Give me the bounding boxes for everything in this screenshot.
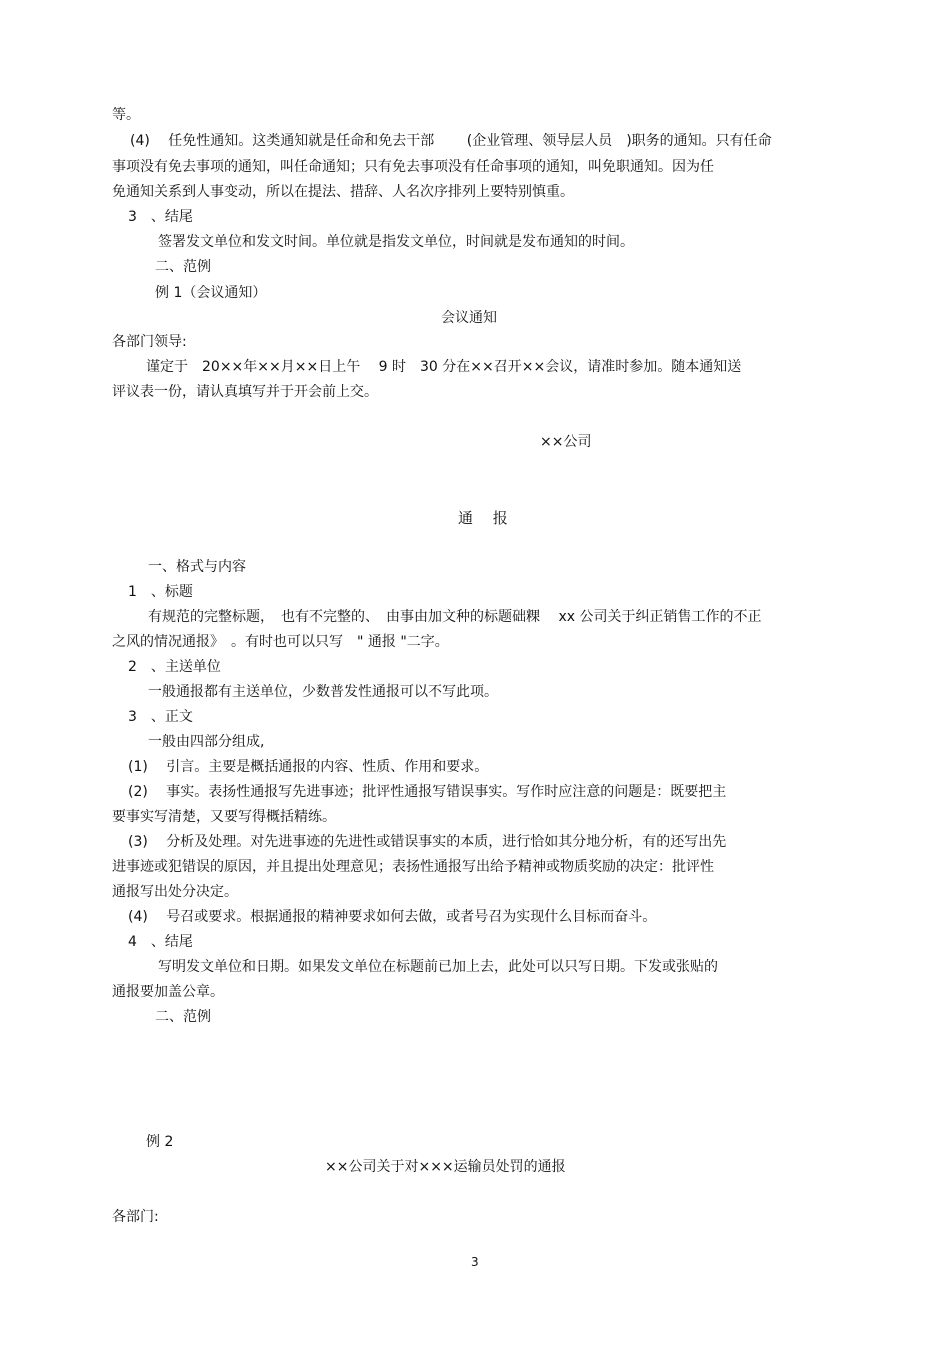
- paragraph-line: 等。: [112, 107, 140, 123]
- section-heading: 二、范例: [155, 1009, 211, 1025]
- example-label: 例 1（会议通知）: [155, 285, 267, 301]
- section-heading: 1 、标题: [128, 584, 193, 600]
- page-number: 3: [471, 1255, 479, 1269]
- salutation: 各部门领导:: [112, 334, 187, 350]
- paragraph-line: 通报写出处分决定。: [112, 884, 238, 900]
- paragraph-line: 通报要加盖公章。: [112, 984, 224, 1000]
- paragraph-line: 要事实写清楚，又要写得概括精练。: [112, 809, 336, 825]
- list-item: (2) 事实。表扬性通报写先进事迹；批评性通报写错误事实。写作时应注意的问题是：既要把主: [128, 784, 727, 800]
- signature: ××公司: [540, 434, 592, 450]
- section-heading: 2 、主送单位: [128, 659, 221, 675]
- section-heading: 二、范例: [155, 259, 211, 275]
- paragraph-line: 之风的情况通报》 。有时也可以只写 " 通报 "二字。: [112, 634, 449, 650]
- paragraph-line: 一般由四部分组成,: [148, 734, 265, 750]
- section-heading: 3 、结尾: [128, 209, 193, 225]
- paragraph-line: 一般通报都有主送单位，少数普发性通报可以不写此项。: [148, 684, 498, 700]
- paragraph-line: 事项没有免去事项的通知，叫任命通知；只有免去事项没有任命事项的通知，叫免职通知。因为任: [112, 159, 714, 175]
- section-heading: 4 、结尾: [128, 934, 193, 950]
- example-label: 例 2: [146, 1134, 174, 1150]
- section-heading: 3 、正文: [128, 709, 193, 725]
- paragraph-line: 谨定于 20××年××月××日上午 9 时 30 分在××召开××会议，请准时参加。随本通知送: [146, 359, 742, 375]
- document-heading: 通 报: [458, 509, 508, 527]
- salutation: 各部门:: [112, 1209, 159, 1225]
- paragraph-line: 免通知关系到人事变动，所以在提法、措辞、人名次序排列上要特别慎重。: [112, 184, 574, 200]
- list-item: (3) 分析及处理。对先进事迹的先进性或错误事实的本质，进行恰如其分地分析，有的还写出先: [128, 834, 727, 850]
- example-title: 会议通知: [441, 310, 497, 326]
- paragraph-line: 进事迹或犯错误的原因，并且提出处理意见；表扬性通报写出给予精神或物质奖励的决定：批评性: [112, 859, 714, 875]
- list-item: (4) 号召或要求。根据通报的精神要求如何去做，或者号召为实现什么目标而奋斗。: [128, 909, 657, 925]
- list-item-heading: (4) 任免性通知。这类通知就是任命和免去干部 (企业管理、领导层人员 )职务的通知。只有任命: [130, 133, 772, 149]
- list-item: (1) 引言。主要是概括通报的内容、性质、作用和要求。: [128, 759, 489, 775]
- example-title: ××公司关于对×××运输员处罚的通报: [325, 1159, 566, 1175]
- paragraph-line: 写明发文单位和日期。如果发文单位在标题前已加上去，此处可以只写日期。下发或张贴的: [158, 959, 718, 975]
- section-heading: 一、格式与内容: [148, 559, 246, 575]
- paragraph-line: 签署发文单位和发文时间。单位就是指发文单位，时间就是发布通知的时间。: [158, 234, 634, 250]
- paragraph-line: 评议表一份，请认真填写并于开会前上交。: [112, 384, 378, 400]
- paragraph-line: 有规范的完整标题， 也有不完整的、 由事由加文种的标题础粿 xx 公司关于纠正销售工作的不正: [148, 609, 762, 625]
